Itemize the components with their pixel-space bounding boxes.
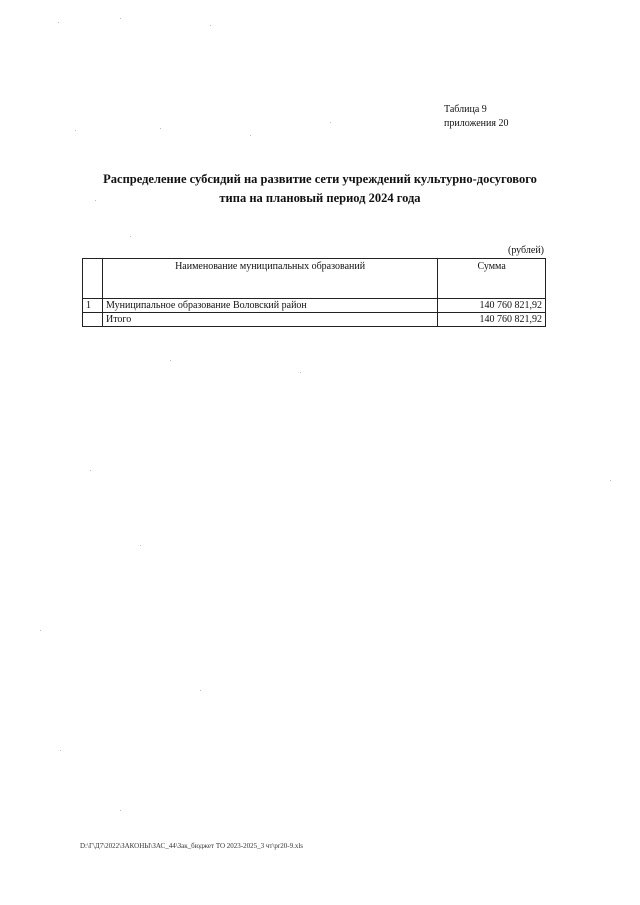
header-municipality-name: Наименование муниципальных образований (102, 259, 437, 299)
header-number (83, 259, 103, 299)
units-label: (рублей) (507, 245, 544, 256)
annex-appendix-number: приложения 20 (444, 118, 509, 129)
row-number: 1 (83, 299, 103, 313)
document-title-line-2: типа на плановый период 2024 года (219, 191, 421, 205)
table-total-row (83, 313, 546, 327)
file-path-footer: D:\Г\Д7\2022\ЗАКОНЫ\ЗАС_44\Зак_бюджет ТО 2023-2025_3 чт\pr20-9.xls (80, 842, 303, 850)
table-row (83, 299, 546, 313)
row-municipality-name: Муниципальное образование Воловский район (102, 299, 437, 313)
total-number (83, 313, 103, 327)
total-label: Итого (102, 313, 437, 327)
annex-reference (444, 103, 508, 131)
annex-table-number: Таблица 9 (444, 104, 487, 115)
total-sum: 140 760 821,92 (438, 313, 546, 327)
table-header-row (83, 259, 546, 299)
subsidy-table (82, 258, 546, 327)
row-sum: 140 760 821,92 (438, 299, 546, 313)
header-sum: Сумма (438, 259, 546, 299)
document-title-line-1: Распределение субсидий на развитие сети учреждений культурно-досугового (103, 172, 537, 186)
document-title (60, 170, 580, 208)
